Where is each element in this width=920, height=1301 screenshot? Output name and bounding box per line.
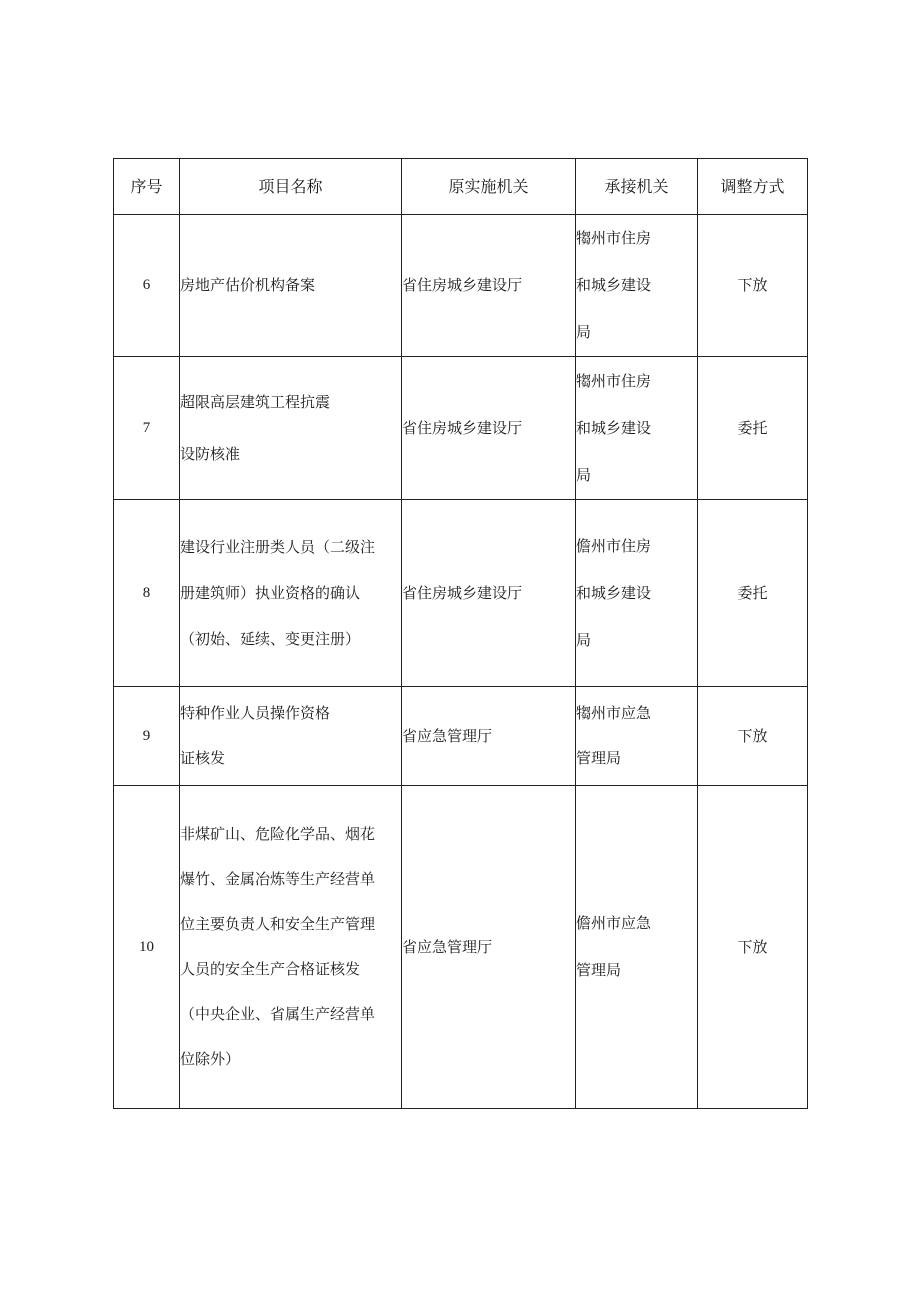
receiving-agency-line: 犓州市住房 — [576, 371, 652, 390]
row-number: 7 — [114, 357, 180, 500]
original-agency-cell: 省住房城乡建设厅 — [402, 357, 576, 500]
project-name-line: （中央企业、省属生产经营单 — [180, 1005, 376, 1023]
receiving-agency-line: 和城乡建设 — [576, 276, 652, 294]
row-number: 9 — [114, 687, 180, 786]
header-receiving-agency: 承接机关 — [576, 159, 698, 215]
receiving-agency-line: 管理局 — [576, 961, 622, 979]
project-name-cell — [180, 687, 402, 786]
project-name-line: 位主要负责人和安全生产管理 — [180, 915, 376, 933]
project-name-line: 册建筑师）执业资格的确认 — [180, 584, 361, 602]
table-row — [114, 215, 808, 357]
header-original-agency: 原实施机关 — [402, 159, 576, 215]
receiving-agency-line: 犓州市住房 — [576, 229, 652, 247]
receiving-agency-cell — [576, 215, 698, 357]
project-name-cell — [180, 786, 402, 1109]
project-name-line: 爆竹、金属冶炼等生产经营单 — [180, 870, 376, 888]
original-agency-cell: 省住房城乡建设厅 — [402, 215, 576, 357]
receiving-agency-cell — [576, 687, 698, 786]
receiving-agency-line: 局 — [576, 323, 592, 341]
project-name-cell — [180, 215, 402, 357]
receiving-agency-line: 儋州市住房 — [576, 536, 652, 555]
project-name-line: 非煤矿山、危险化学品、烟花 — [180, 825, 376, 843]
project-name-line: （初始、延续、变更注册） — [180, 630, 361, 648]
original-agency-cell: 省住房城乡建设厅 — [402, 500, 576, 687]
adjustment-table — [113, 158, 808, 1109]
project-name-line: 超限高层建筑工程抗震 — [180, 393, 331, 411]
adjustment-method-cell: 下放 — [698, 687, 808, 786]
receiving-agency-line: 管理局 — [576, 749, 622, 767]
receiving-agency-cell — [576, 500, 698, 687]
receiving-agency-cell — [576, 786, 698, 1109]
table-row — [114, 687, 808, 786]
adjustment-method-cell: 委托 — [698, 357, 808, 500]
project-name-line: 人员的安全生产合格证核发 — [180, 960, 361, 978]
project-name-line: 证核发 — [180, 749, 226, 767]
receiving-agency-line: 和城乡建设 — [576, 418, 652, 437]
table-row — [114, 357, 808, 500]
table-row — [114, 500, 808, 687]
receiving-agency-line: 局 — [576, 630, 592, 649]
receiving-agency-line: 儋州市应急 — [576, 914, 652, 932]
adjustment-method-cell: 下放 — [698, 786, 808, 1109]
project-name-line: 特种作业人员操作资格 — [180, 704, 331, 722]
project-name-line: 位除外） — [180, 1050, 241, 1068]
project-name-cell — [180, 357, 402, 500]
project-name-line: 房地产估价机构备案 — [180, 276, 316, 294]
receiving-agency-line: 犓州市应急 — [576, 704, 652, 722]
project-name-line: 建设行业注册类人员（二级注 — [180, 538, 376, 556]
adjustment-method-cell: 委托 — [698, 500, 808, 687]
header-project-name: 项目名称 — [180, 159, 402, 215]
adjustment-method-cell: 下放 — [698, 215, 808, 357]
row-number: 10 — [114, 786, 180, 1109]
header-seq: 序号 — [114, 159, 180, 215]
receiving-agency-line: 局 — [576, 465, 592, 484]
table-header-row — [114, 159, 808, 215]
project-name-line: 设防核准 — [180, 445, 241, 463]
project-name-cell — [180, 500, 402, 687]
original-agency-cell: 省应急管理厅 — [402, 786, 576, 1109]
receiving-agency-cell — [576, 357, 698, 500]
table-row — [114, 786, 808, 1109]
original-agency-cell: 省应急管理厅 — [402, 687, 576, 786]
row-number: 8 — [114, 500, 180, 687]
row-number: 6 — [114, 215, 180, 357]
receiving-agency-line: 和城乡建设 — [576, 583, 652, 602]
header-adjustment-method: 调整方式 — [698, 159, 808, 215]
